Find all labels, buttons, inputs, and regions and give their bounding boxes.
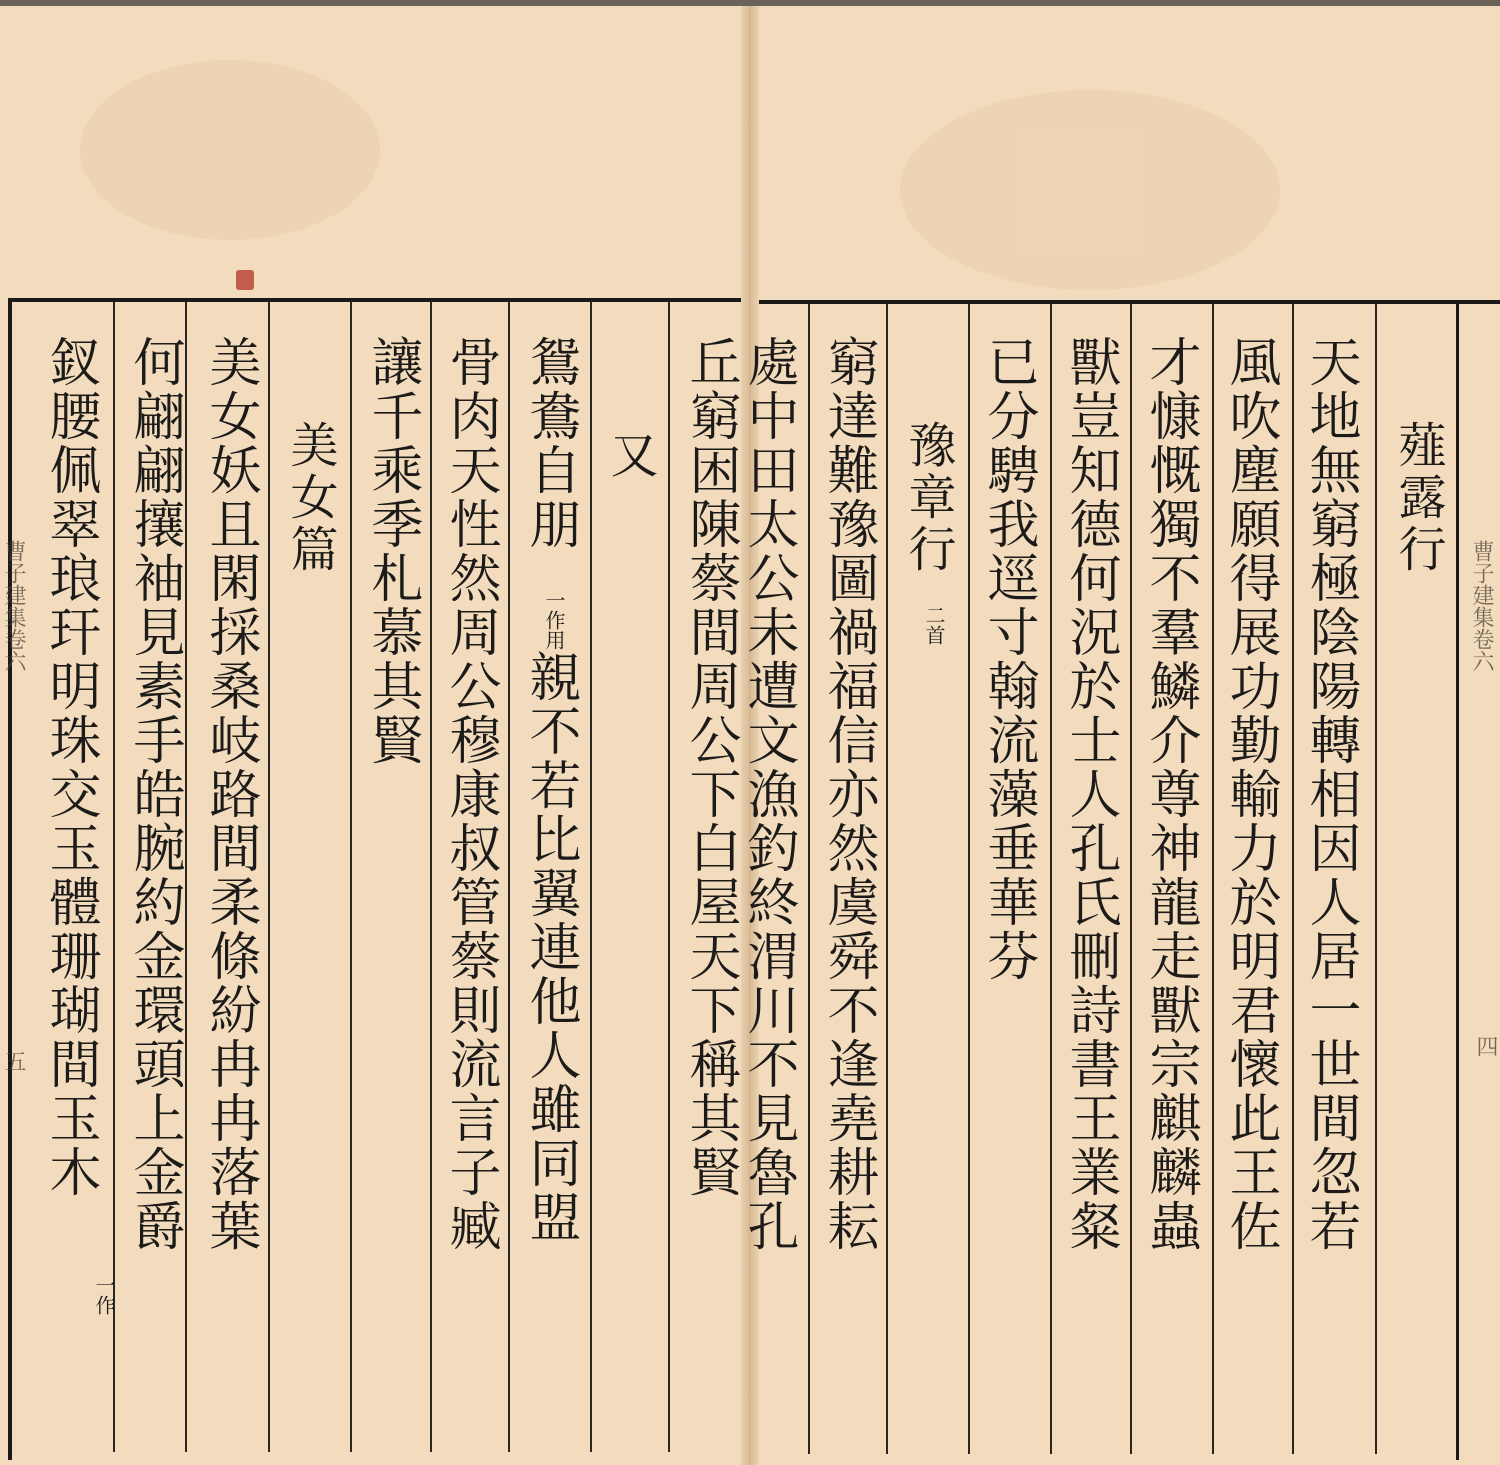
fold-margin-title: 曹子建集卷六 — [1, 540, 26, 672]
title-note: 二首 — [922, 605, 946, 645]
text-column: 鴛鴦自朋 — [520, 335, 580, 551]
poem-title: 豫章行 — [900, 420, 956, 576]
text-column: 處中田太公未遭文漁釣終渭川不見魯孔 — [738, 335, 798, 1253]
paper-stain — [80, 60, 380, 240]
text-column: 天地無窮極陰陽轉相因人居一世間忽若 — [1300, 335, 1360, 1253]
column-rule — [1050, 304, 1052, 1454]
fold-margin-title: 曹子建集卷六 — [1469, 540, 1494, 672]
text-column: 窮達難豫圖禍福信亦然虞舜不逢堯耕耘 — [818, 335, 878, 1253]
right-frame-outer — [1456, 300, 1459, 1460]
text-column: 美女妖且閑採桑岐路間柔條紛冉冉落葉 — [200, 335, 260, 1253]
text-column: 親不若比翼連他人雖同盟 — [520, 650, 580, 1244]
column-rule — [430, 302, 432, 1452]
column-rule — [668, 302, 670, 1452]
column-rule — [1130, 304, 1132, 1454]
text-column: 丘窮困陳蔡間周公下白屋天下稱其賢 — [680, 335, 740, 1199]
text-column: 已分騁我逕寸翰流藻垂華芬 — [978, 335, 1038, 983]
text-column: 何翩翩攘袖見素手皓腕約金環頭上金爵 — [124, 335, 184, 1253]
left-frame-outer — [8, 298, 12, 1460]
variant-note: 一作 — [92, 1275, 116, 1315]
text-column: 風吹塵願得展功勤輸力於明君懷此王佐 — [1220, 335, 1280, 1253]
column-rule — [350, 302, 352, 1452]
column-rule — [1292, 304, 1294, 1454]
text-column: 釵腰佩翠琅玕明珠交玉體珊瑚間玉木 — [40, 335, 100, 1199]
fold-page-number: 四 — [1473, 1035, 1498, 1057]
fold-page-number: 五 — [1, 1050, 26, 1072]
column-rule — [508, 302, 510, 1452]
column-rule — [886, 304, 888, 1454]
text-column: 讓千乘季札慕其賢 — [362, 335, 422, 767]
column-rule — [808, 304, 810, 1454]
text-column: 獸豈知德何況於士人孔氏刪詩書王業粲 — [1060, 335, 1120, 1253]
text-column: 骨肉天性然周公穆康叔管蔡則流言子臧 — [440, 335, 500, 1253]
poem-title: 又 — [602, 430, 658, 482]
poem-title: 美女篇 — [282, 420, 338, 576]
column-rule — [968, 304, 970, 1454]
paper-stain — [900, 90, 1280, 290]
variant-note: 一作用 — [542, 590, 566, 650]
seal-mark — [236, 270, 254, 290]
column-rule — [185, 302, 187, 1452]
left-frame-top — [10, 298, 741, 302]
text-column: 才慷慨獨不羣鱗介尊神龍走獸宗麒麟蟲 — [1140, 335, 1200, 1253]
column-rule — [590, 302, 592, 1452]
column-rule — [1212, 304, 1214, 1454]
column-rule — [268, 302, 270, 1452]
column-rule — [1375, 304, 1377, 1454]
poem-title: 薤露行 — [1390, 420, 1446, 576]
